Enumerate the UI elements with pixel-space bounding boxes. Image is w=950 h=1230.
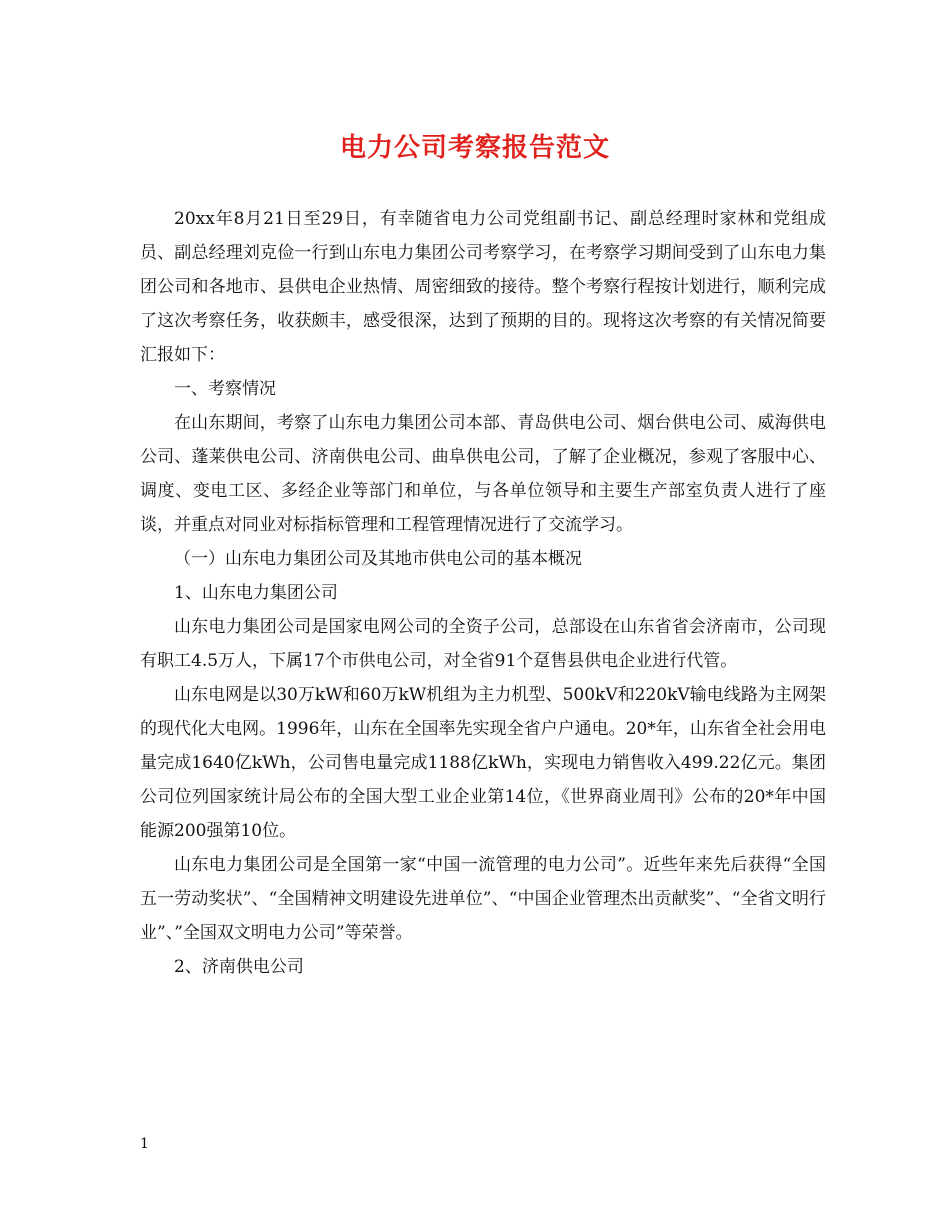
paragraph-intro: 20xx年8月21日至29日，有幸随省电力公司党组副书记、副总经理时家林和党组成员、副总经理刘克俭一行到山东电力集团公司考察学习，在考察学习期间受到了山东电力集团公司和各地市、县供电企业热情、周密细致的接待。整个考察行程按计划进行，顺利完成了这次考察任务，收获颇丰，感受很深，达到了预期的目的。现将这次考察的有关情况简要汇报如下： bbox=[140, 209, 826, 365]
paragraph-shandong-grid: 山东电网是以30万kW和60万kW机组为主力机型、500kV和220kV输电线路为主网架的现代化大电网。1996年，山东在全国率先实现全省户户通电。20*年，山东省全社会用电量完成1640亿kWh，公司售电量完成1188亿kWh，实现电力销售收入499.22亿元。集团公司位列国家统计局公布的全国大型工业企业第14位，《世界商业周刊》公布的20*年中国能源200强第10位。 bbox=[140, 685, 826, 841]
subheading-shandong-group: 1、山东电力集团公司 bbox=[174, 583, 338, 603]
paragraph-shandong-group: 山东电力集团公司是国家电网公司的全资子公司，总部设在山东省省会济南市，公司现有职工4.5万人，下属17个市供电公司，对全省91个趸售县供电企业进行代管。 bbox=[140, 617, 826, 671]
paragraph-inspection: 在山东期间，考察了山东电力集团公司本部、青岛供电公司、烟台供电公司、威海供电公司、蓬莱供电公司、济南供电公司、曲阜供电公司，了解了企业概况，参观了客服中心、调度、变电工区、多经企业等部门和单位，与各单位领导和主要生产部室负责人进行了座谈，并重点对同业对标指标管理和工程管理情况进行了交流学习。 bbox=[140, 413, 826, 535]
subheading-jinan: 2、济南供电公司 bbox=[174, 957, 304, 977]
heading-inspection: 一、考察情况 bbox=[174, 379, 276, 399]
document-body bbox=[140, 202, 826, 984]
document-title: 电力公司考察报告范文 bbox=[339, 133, 610, 163]
page-number: 1 bbox=[140, 1136, 149, 1152]
subheading-overview: （一）山东电力集团公司及其地市供电公司的基本概况 bbox=[174, 549, 582, 569]
paragraph-honors: 山东电力集团公司是全国第一家“中国一流管理的电力公司”。近些年来先后获得“全国五一劳动奖状”、“全国精神文明建设先进单位”、“中国企业管理杰出贡献奖”、“全省文明行业”、”全国双文明电力公司”等荣誉。 bbox=[140, 855, 826, 943]
